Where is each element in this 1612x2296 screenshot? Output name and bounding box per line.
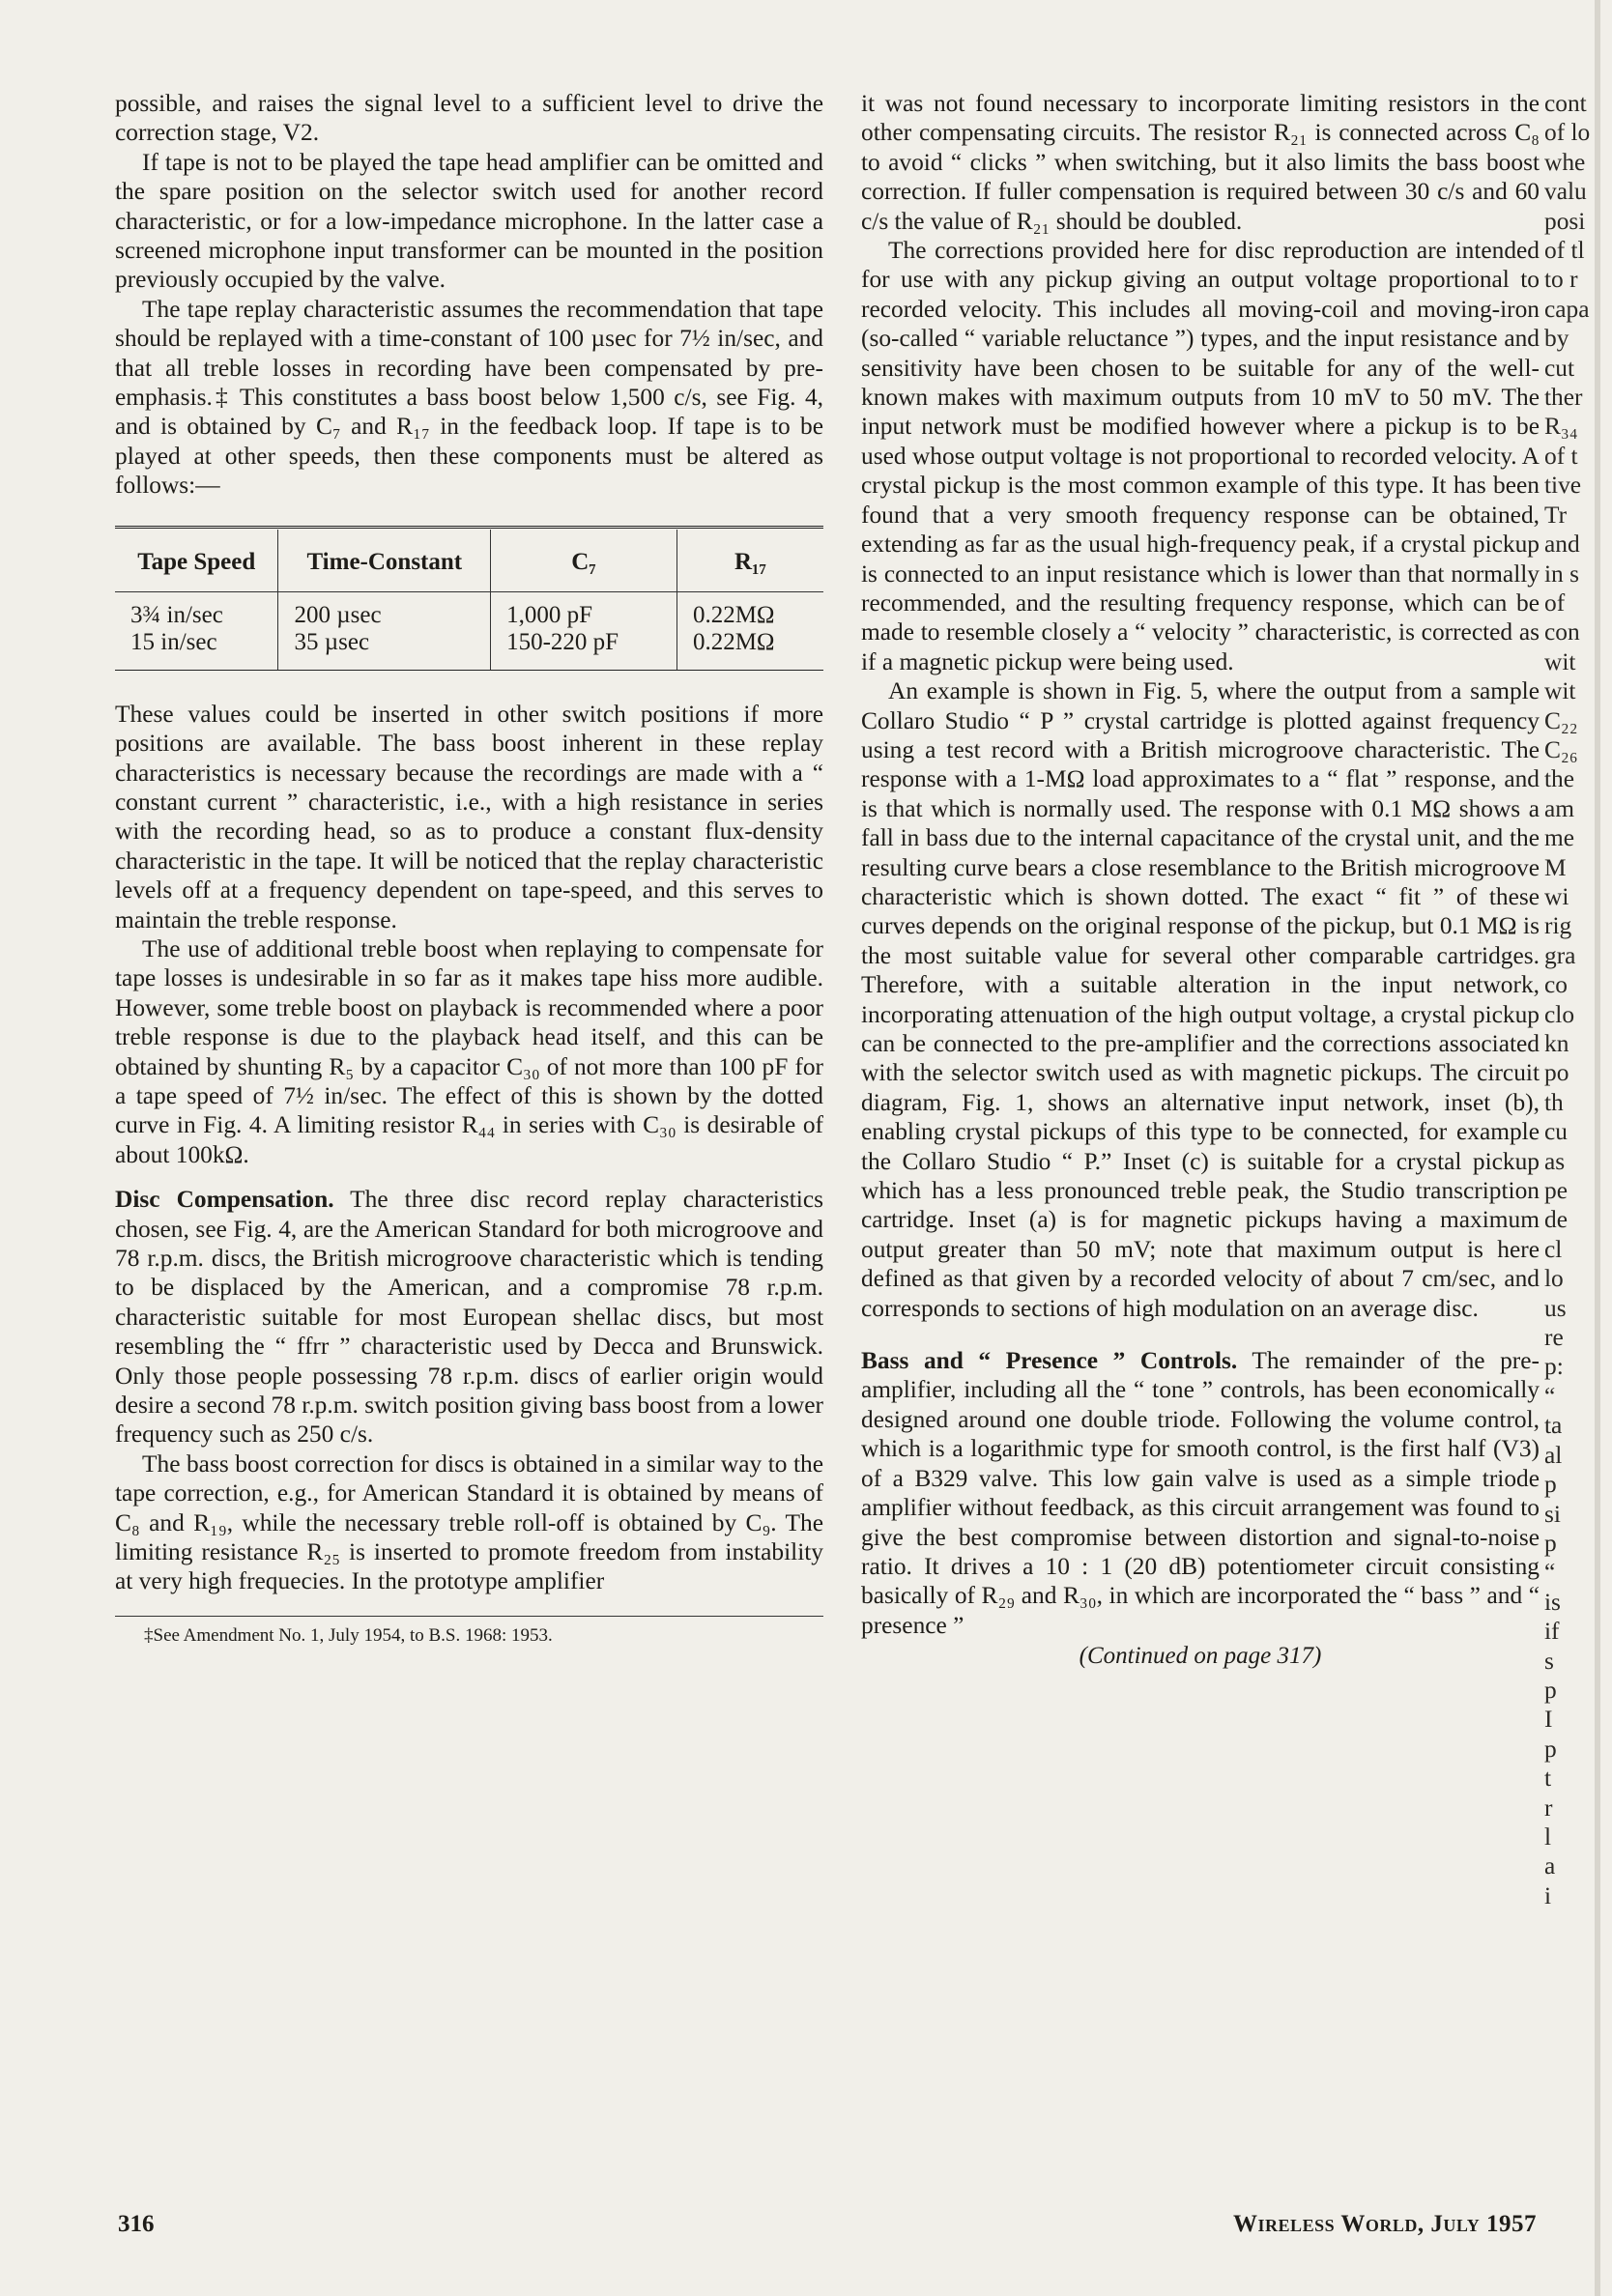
column-fragment-line: M — [1544, 853, 1567, 881]
paragraph: The use of additional treble boost when replaying to compensate for tape losses is undesirable in so far as it makes tape hiss more audible. However, some treble boost on playback is recommended where a poor treble response is due to the playback head itself, and this can be obtained by shunting R₅ by a capacitor C₃₀ of not more than 100 pF for a tape speed of 7½ in/sec. The effect of this is shown by the dotted curve in Fig. 4. A limiting resistor R₄₄ in series with C₃₀ is desirable of about 100kΩ. — [115, 934, 823, 1168]
table-header: Time-Constant — [278, 530, 491, 592]
column-fragment-line: clo — [1544, 1000, 1575, 1028]
paragraph: possible, and raises the signal level to a sufficient level to drive the correction stage, V2. — [115, 90, 823, 147]
column-fragment-line: C₂₆ — [1544, 735, 1578, 763]
right-column-fragment — [1544, 89, 1612, 1909]
column-fragment-line: p — [1544, 1676, 1557, 1704]
column-fragment-line: re — [1544, 1324, 1564, 1352]
table-cell: 3¾ in/sec 15 in/sec — [130, 601, 223, 655]
column-fragment-line: p — [1544, 1471, 1557, 1499]
column-fragment-line: us — [1544, 1294, 1567, 1322]
column-fragment-line: cut — [1544, 354, 1575, 382]
column-fragment-line: i — [1544, 1881, 1552, 1909]
column-fragment-line: of t — [1544, 442, 1578, 470]
column-fragment-line: capa — [1544, 295, 1590, 323]
column-fragment-line: tive — [1544, 472, 1582, 500]
column-fragment-line: ther — [1544, 384, 1583, 412]
column-fragment-line: s — [1544, 1647, 1554, 1675]
table-header: Tape Speed — [115, 530, 278, 592]
paragraph: The corrections provided here for disc reproduction are intended for use with any pickup giving an output voltage proportional to recorded velocity. This includes all moving-coil and moving-iron (so-called “ variable reluctance ”) types, and the input resistance and sensitivity have been chosen to be suitable for any of the well-known makes with maximum outputs from 10 mV to 50 mV. The input network must be modified however where a pickup is to be used whose output voltage is not proportional to recorded velocity. A crystal pickup is the most common example of this type. It has been found that a very smooth frequency response can be obtained, extending as far as the usual high-frequency peak, if a crystal pickup is connected to an input resistance which is lower than that normally recommended, and the resulting frequency response, which can be made to resemble closely a “ velocity ” characteristic, is corrected as if a magnetic pickup were being used. — [861, 237, 1540, 675]
column-fragment-line: Tr — [1544, 501, 1568, 529]
masthead: Wireless World, July 1957 — [1233, 2211, 1537, 2237]
column-fragment-line: “ — [1544, 1559, 1556, 1587]
column-fragment-line: of tl — [1544, 237, 1585, 265]
column-fragment-line: r — [1544, 1794, 1553, 1822]
continued-note: (Continued on page 317) — [1079, 1643, 1322, 1670]
tape-speed-table — [115, 526, 823, 671]
column-fragment-line: wit — [1544, 677, 1576, 705]
column-fragment-line: si — [1544, 1500, 1561, 1528]
table-cell: 1,000 pF 150-220 pF — [491, 591, 677, 670]
column-fragment-line: whe — [1544, 148, 1586, 176]
column-fragment-line: to r — [1544, 266, 1578, 294]
column-fragment-line: gra — [1544, 941, 1576, 969]
column-fragment-line: cl — [1544, 1235, 1563, 1263]
column-fragment-line: the — [1544, 765, 1575, 793]
paragraph: it was not found necessary to incorporate limiting resistors in the other compensating circuits. The resistor R₂₁ is connected across C₈ to avoid “ clicks ” when switching, but it also limits the bass boost correction. If fuller compensation is required between 30 c/s and 60 c/s the value of R₂₁ should be doubled. — [861, 90, 1540, 235]
column-fragment-line: wit — [1544, 647, 1576, 675]
column-fragment-line: by — [1544, 325, 1569, 353]
column-fragment-line: pe — [1544, 1177, 1568, 1205]
column-fragment-line: of — [1544, 588, 1566, 617]
column-fragment-line: wi — [1544, 882, 1569, 910]
column-fragment-line: is — [1544, 1588, 1561, 1616]
paragraph-text: The three disc record replay characteristics chosen, see Fig. 4, are the American Standard for both microgroove and 78 r.p.m. discs, the British microgroove characteristic which is tending to be displaced by the American, and a compromise 78 r.p.m. characteristic suitable for most European shellac discs, but most resembling the “ ffrr ” characteristic used by Decca and Brunswick. Only those people possessing 78 r.p.m. discs of earlier origin would desire a second 78 r.p.m. switch position giving bass boost from a lower frequency such as 250 c/s. — [115, 1186, 823, 1449]
column-fragment-line: of lo — [1544, 119, 1591, 147]
column-fragment-line: p — [1544, 1735, 1557, 1763]
column-fragment-line: in s — [1544, 560, 1579, 588]
column-fragment-line: po — [1544, 1059, 1569, 1087]
page-number: 316 — [118, 2211, 155, 2237]
column-fragment-line: de — [1544, 1206, 1568, 1234]
left-column — [115, 89, 823, 1648]
page-edge — [1595, 0, 1600, 2296]
column-fragment-line: p — [1544, 1529, 1557, 1557]
section-heading: Disc Compensation. — [115, 1186, 334, 1214]
column-fragment-line: rig — [1544, 912, 1572, 940]
column-fragment-line: cu — [1544, 1118, 1568, 1146]
paragraph: The tape replay characteristic assumes the recommendation that tape should be replayed with a time-constant of 100 µsec for 7½ in/sec, and that all treble losses in recording have been compensated by pre-emphasis.‡ This constitutes a bass boost below 1,500 c/s, see Fig. 4, and is obtained by C₇ and R₁₇ in the feedback loop. If tape is to be played at other speeds, then these components must be altered as follows:— — [115, 295, 823, 500]
column-fragment-line: a — [1544, 1852, 1556, 1880]
paragraph: The bass boost correction for discs is obtained in a similar way to the tape correction, e.g., for American Standard it is obtained by means of C₈ and R₁₉, while the necessary treble roll-off is obtained by C₉. The limiting resistance R₂₅ is inserted to promote freedom from instability at very high frequecies. In the prototype amplifier — [115, 1449, 823, 1595]
column-fragment-line: valu — [1544, 178, 1587, 206]
column-fragment-line: ta — [1544, 1412, 1563, 1440]
column-fragment-line: me — [1544, 824, 1575, 852]
column-fragment-line: I — [1544, 1706, 1553, 1734]
paragraph-text: The remainder of the pre-amplifier, including all the “ tone ” controls, has been economically designed around one double triode. Following the volume control, which is a logarithmic type for smooth control, is the first half (V3) of a B329 valve. This low gain valve is used as a simple triode amplifier without feedback, as this circuit arrangement was found to give the best compromise between distortion and signal-to-noise ratio. It drives a 10 : 1 (20 dB) potentiometer circuit consisting basically of R₂₉ and R₃₀, in which are incorporated the “ bass ” and “ presence ” — [861, 1347, 1540, 1639]
column-fragment-line: co — [1544, 971, 1568, 999]
paragraph: An example is shown in Fig. 5, where the output from a sample Collaro Studio “ P ” crystal cartridge is plotted against frequency using a test record with a British microgroove characteristic. The response with a 1-MΩ load approximates to a “ flat ” response, and is that which is normally used. The response with 0.1 MΩ shows a fall in bass due to the internal capacitance of the crystal unit, and the resulting curve bears a close resemblance to the British microgroove characteristic which is shown dotted. The exact “ fit ” of these curves depends on the original response of the pickup, but 0.1 MΩ is the most suitable value for several other comparable cartridges. Therefore, with a suitable alteration in the input network, incorporating attenuation of the high output voltage, a crystal pickup can be connected to the pre-amplifier and the corrections associated with the selector switch used as with magnetic pickups. The circuit diagram, Fig. 1, shows an alternative input network, inset (b), enabling crystal pickups of this type to be connected, for example the Collaro Studio “ P.” Inset (c) is suitable for a crystal pickup which has a less pronounced treble peak, the Studio transcription cartridge. Inset (a) is for magnetic pickups having a maximum output greater than 50 mV; note that maximum output is here defined as that given by a recorded velocity of about 7 cm/sec, and corresponds to sections of high modulation on an average disc. — [861, 677, 1540, 1322]
column-fragment-line: if — [1544, 1618, 1560, 1646]
column-fragment-line: cont — [1544, 90, 1587, 117]
column-fragment-line: as — [1544, 1147, 1566, 1175]
column-fragment-line: th — [1544, 1088, 1564, 1116]
paragraph: These values could be inserted in other switch positions if more positions are available. The bass boost inherent in these replay characteristics is necessary because the recordings are made with a “ constant current ” characteristic, i.e., with a high resistance in series with the recording head, so as to produce a constant flux-density characteristic in the tape. It will be noticed that the replay characteristic levels off at a frequency dependent on tape-speed, and this serves to maintain the treble response. — [115, 700, 823, 933]
table-cell: 0.22MΩ 0.22MΩ — [676, 591, 823, 670]
column-fragment-line: lo — [1544, 1265, 1564, 1293]
table-row — [115, 591, 823, 670]
column-fragment-line: C₂₂ — [1544, 706, 1578, 734]
middle-column — [861, 89, 1540, 2215]
column-fragment-line: al — [1544, 1441, 1563, 1469]
column-fragment-line: and — [1544, 531, 1580, 559]
section-heading: Bass and “ Presence ” Controls. — [861, 1347, 1238, 1375]
column-fragment-line: t — [1544, 1765, 1552, 1793]
section-paragraph — [861, 1346, 1540, 1640]
column-fragment-line: p: — [1544, 1353, 1564, 1381]
column-fragment-line: “ — [1544, 1382, 1556, 1410]
section-paragraph — [115, 1185, 823, 1449]
column-fragment-line: con — [1544, 618, 1580, 646]
table-cell: 200 µsec 35 µsec — [278, 591, 491, 670]
column-fragment-line: am — [1544, 794, 1575, 822]
column-fragment-line: R₃₄ — [1544, 413, 1578, 441]
table-header: C₇ — [491, 530, 677, 592]
paragraph: If tape is not to be played the tape head amplifier can be omitted and the spare position on the selector switch used for another record characteristic, or for a low-impedance microphone. In the latter case a screened microphone input transformer can be mounted in the position previously occupied by the valve. — [115, 148, 823, 294]
column-fragment-line: l — [1544, 1822, 1552, 1851]
column-fragment-line: posi — [1544, 207, 1586, 235]
table-header: R₁₇ — [676, 530, 823, 592]
column-fragment-line: kn — [1544, 1030, 1569, 1057]
footnote: ‡See Amendment No. 1, July 1954, to B.S. 1968: 1953. — [144, 1624, 553, 1646]
